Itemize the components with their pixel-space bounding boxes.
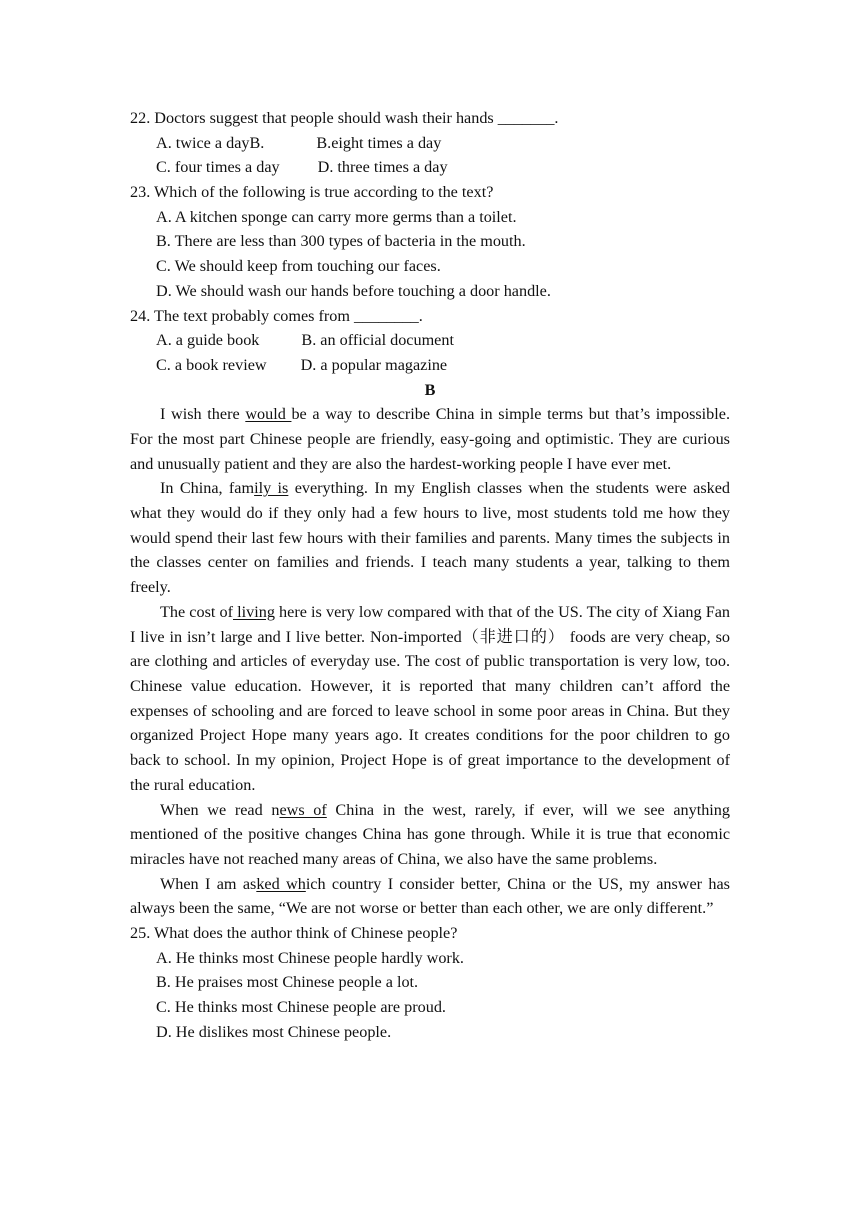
- paragraph-3-text-start: The cost of: [160, 602, 233, 621]
- question-22-options-row-1: [130, 131, 730, 156]
- question-24-options-row-2: [130, 353, 730, 378]
- question-22-option-d: D. three times a day: [317, 158, 448, 177]
- question-24-option-c: C. a book review: [156, 355, 267, 374]
- paragraph-4-underlined: ews of: [279, 800, 327, 819]
- paragraph-5-text-end: ich country I consider better, China or the US, my answer has always been the same, “We are not worse or better than each other, we are only different.”: [130, 874, 730, 918]
- paragraph-4-text-start: When we read n: [160, 800, 280, 819]
- passage-paragraph-2: [130, 476, 730, 600]
- passage-paragraph-3: [130, 600, 730, 798]
- question-25-stem: 25. What does the author think of Chinese people?: [130, 924, 458, 943]
- paragraph-3-text-end: here is very low compared with that of the US. The city of Xiang Fan I live in isn’t large and I live better. Non-imported（非进口的） foods are very cheap, so are clothing and articles of everyday use. The cost of public transportation is very low, too. Chinese value education. However, it is reported that many children can’t afford the expenses of schooling and are forced to leave school in some poor areas in China. But they organized Project Hope many years ago. It creates conditions for the poor children to go back to school. In my opinion, Project Hope is of great importance to the development of the rural education.: [130, 602, 730, 794]
- question-22-options-row-2: [130, 155, 730, 180]
- paragraph-1-underlined: would: [245, 405, 292, 424]
- question-23-option-b: B. There are less than 300 types of bacteria in the mouth.: [156, 232, 526, 251]
- question-24-option-a: A. a guide book: [156, 331, 260, 350]
- question-22-option-b: B.eight times a day: [316, 133, 442, 152]
- question-23-option-c: C. We should keep from touching our faces.: [156, 257, 441, 276]
- passage-paragraph-5: [130, 872, 730, 921]
- paragraph-3-underlined: living: [233, 602, 275, 621]
- paragraph-1-text-start: I wish there: [160, 405, 246, 424]
- paragraph-4-text-end: China in the west, rarely, if ever, will we see anything mentioned of the positive changes China has gone through. While it is true that economic miracles have not reached many areas of China, we also have the same problems.: [130, 800, 730, 868]
- paragraph-2-underlined: ily is: [254, 479, 289, 498]
- question-23-option-d: D. We should wash our hands before touching a door handle.: [156, 281, 551, 300]
- page-content: [130, 106, 730, 1044]
- paragraph-2-text-start: In China, fam: [160, 479, 255, 498]
- question-25-option-d: D. He dislikes most Chinese people.: [156, 1022, 392, 1041]
- question-25-option-a: A. He thinks most Chinese people hardly work.: [156, 948, 464, 967]
- paragraph-2-text-end: everything. In my English classes when the students were asked what they would do if they only had a few hours to live, most students told me how they would spend their last few hours with their families and parents. Many times the subjects in the classes center on families and friends. I teach many students a year, talking to them freely.: [130, 479, 730, 597]
- passage-paragraph-1: [130, 402, 730, 476]
- question-22-option-a: A. twice a dayB.: [156, 133, 265, 152]
- passage-paragraph-4: [130, 798, 730, 872]
- question-24-stem: 24. The text probably comes from ________.: [130, 306, 423, 325]
- section-b-heading: B: [424, 380, 436, 399]
- question-25-option-b: B. He praises most Chinese people a lot.: [156, 973, 419, 992]
- question-24-option-d: D. a popular magazine: [300, 355, 448, 374]
- paragraph-5-underlined: ked wh: [256, 874, 306, 893]
- question-24-options-row-1: [130, 328, 730, 353]
- question-25-option-c: C. He thinks most Chinese people are proud.: [156, 998, 446, 1017]
- question-24-option-b: B. an official document: [301, 331, 454, 350]
- question-22-stem: 22. Doctors suggest that people should wash their hands _______.: [130, 109, 559, 127]
- question-23-option-a: A. A kitchen sponge can carry more germs than a toilet.: [156, 207, 517, 226]
- question-22-option-c: C. four times a day: [156, 158, 280, 177]
- paragraph-5-text-start: When I am as: [160, 874, 257, 893]
- question-23-stem: 23. Which of the following is true according to the text?: [130, 183, 494, 202]
- paragraph-1-text-end: be a way to describe China in simple terms but that’s impossible. For the most part Chinese people are friendly, easy-going and optimistic. They are curious and unusually patient and they are also the hardest-working people I have ever met.: [130, 405, 731, 473]
